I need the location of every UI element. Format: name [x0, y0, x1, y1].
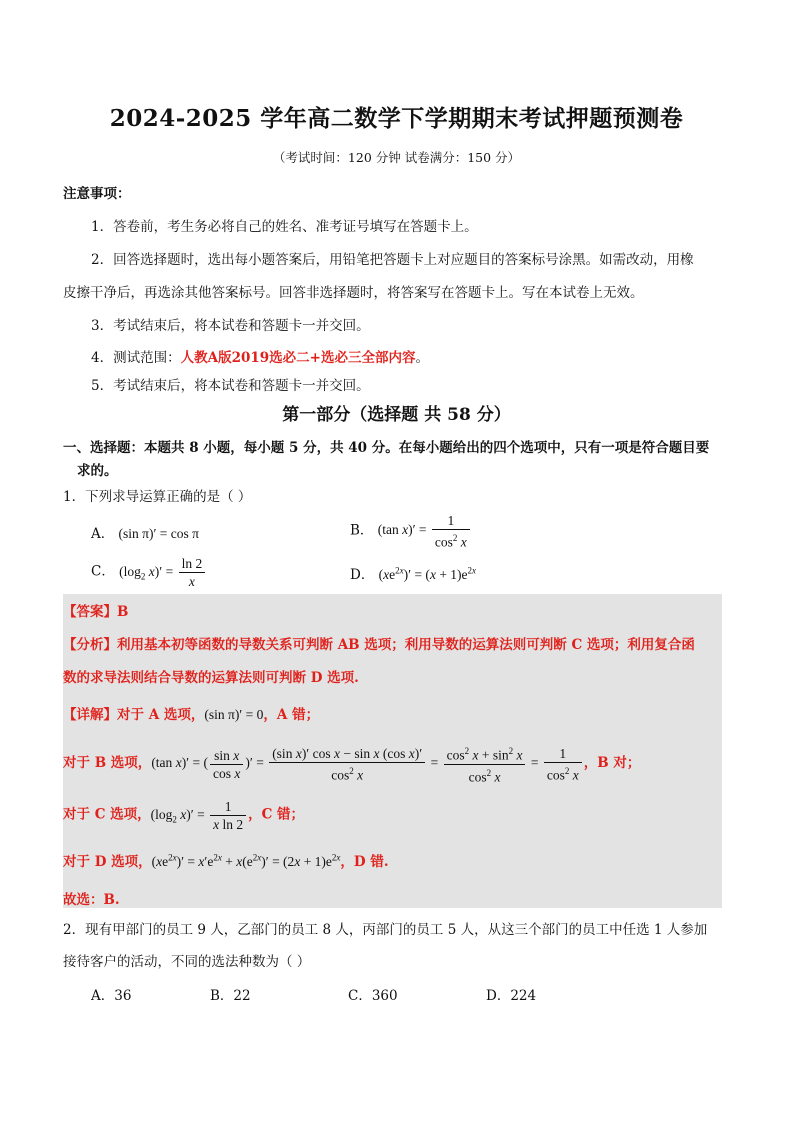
notice-item-5: 5．考试结束后，将本试卷和答题卡一并交回。 — [91, 378, 370, 394]
question-2-stem-line-1: 2．现有甲部门的员工 9 人，乙部门的员工 8 人，丙部门的员工 5 人，从这三个部门的员工中任选 1 人参加 — [63, 922, 708, 938]
notice-item-4-prefix: 4．测试范围： — [91, 350, 181, 366]
section-intro-line-1: 一、选择题：本题共 8 小题，每小题 5 分，共 40 分。在每小题给出的四个选项中，只有一项是符合题目要 — [63, 440, 710, 456]
detail-label: 对于 B 选项， — [63, 755, 152, 772]
section-title: 第一部分（选择题 共 58 分） — [282, 405, 511, 425]
question-1-option-d — [350, 563, 476, 583]
option-c-formula: ($\log_2$ x)′ = $\frac{\ln 2}{x}$ — [119, 564, 207, 579]
detail-option-a — [63, 703, 319, 723]
detail-label: 对于 C 选项， — [63, 806, 151, 823]
detail-b-formula: (tan x)′ = ( $\frac{\text{sin x}}{\text{cos x}}$ )′ = $\frac{\text{(sin x)′ cos x − sin x (cos x)′}}{\cos^2 x}$ = $\frac{\cos^2 x + \sin^2 x}{\cos^2 x}$ = $\frac{1}{\cos^2 x}$ — [151, 755, 583, 770]
question-1-option-b — [350, 512, 472, 551]
detail-c-formula: ($\log_2$ x)′ = $\frac{1}{\text{x ln 2}}$ — [151, 807, 248, 822]
option-label: B． — [350, 522, 374, 539]
question-1-option-a — [91, 522, 199, 542]
notice-item-2-line-1: 2．回答选择题时，选出每小题答案后，用铅笔把答题卡上对应题目的答案标号涂黑。如需改动，用橡 — [91, 252, 694, 268]
detail-label: 对于 D 选项， — [63, 854, 152, 870]
notice-item-4-suffix: 。 — [415, 350, 429, 366]
notice-item-4 — [91, 346, 429, 366]
notice-item-3: 3．考试结束后，将本试卷和答题卡一并交回。 — [91, 318, 370, 334]
detail-c-verdict: ，C 错； — [248, 806, 305, 823]
notice-item-1: 1．答卷前，考生务必将自己的姓名、准考证号填写在答题卡上。 — [91, 219, 478, 235]
question-1-stem: 1．下列求导运算正确的是（ ） — [63, 489, 252, 505]
answer: 【答案】B — [63, 604, 129, 620]
notice-item-2-line-2: 皮擦干净后，再选涂其他答案标号。回答非选择题时，将答案写在答题卡上。写在本试卷上无效。 — [63, 285, 644, 301]
detail-a-verdict: ，A 错； — [263, 707, 320, 723]
section-intro-line-2: 求的。 — [77, 463, 118, 479]
detail-label: 【详解】对于 A 选项， — [63, 707, 205, 723]
question-2-stem-line-2: 接待客户的活动，不同的选法种数为（ ） — [63, 954, 311, 970]
detail-option-d — [63, 850, 389, 870]
exam-info: （考试时间：120 分钟 试卷满分：150 分） — [272, 150, 521, 165]
detail-option-b — [63, 743, 640, 785]
option-label: C． — [91, 563, 115, 580]
detail-a-formula: (sin π)′ = 0 — [204, 707, 264, 722]
question-2-option-b: B．22 — [210, 988, 251, 1004]
option-a-formula: (sin π)′ = cos π — [118, 526, 199, 541]
option-label: A． — [91, 526, 115, 542]
question-1-option-c — [91, 555, 207, 590]
analysis-line-1: 【分析】利用基本初等函数的导数关系可判断 AB 选项；利用导数的运算法则可判断 C 选项；利用复合函 — [63, 637, 695, 653]
detail-b-verdict: ，B 对； — [583, 755, 641, 772]
option-d-formula: $(xe^{2x})' = (x + 1)e^{2x}$ — [378, 565, 477, 582]
page-title: 2024-2025 学年高二数学下学期期末考试押题预测卷 — [109, 105, 684, 132]
test-scope: 人教A版2019选必二+选必三全部内容 — [180, 350, 416, 366]
detail-option-c — [63, 798, 304, 833]
question-2-option-a: A．36 — [91, 988, 132, 1004]
detail-d-verdict: ，D 错. — [340, 854, 389, 870]
conclusion: 故选：B. — [63, 892, 120, 908]
notice-heading: 注意事项： — [63, 186, 131, 202]
option-label: D． — [350, 567, 375, 583]
detail-d-formula: $(xe^{2x})' = x'e^{2x} + x(e^{2x})' = (2x + 1)e^{2x}$ — [151, 852, 341, 869]
analysis-line-2: 数的求导法则结合导数的运算法则可判断 D 选项. — [63, 670, 359, 686]
question-2-option-c: C．360 — [348, 988, 398, 1004]
option-b-formula: (tan x)′ = $\frac{1}{\cos^2 x}$ — [378, 522, 472, 537]
question-2-option-d: D．224 — [486, 988, 537, 1004]
